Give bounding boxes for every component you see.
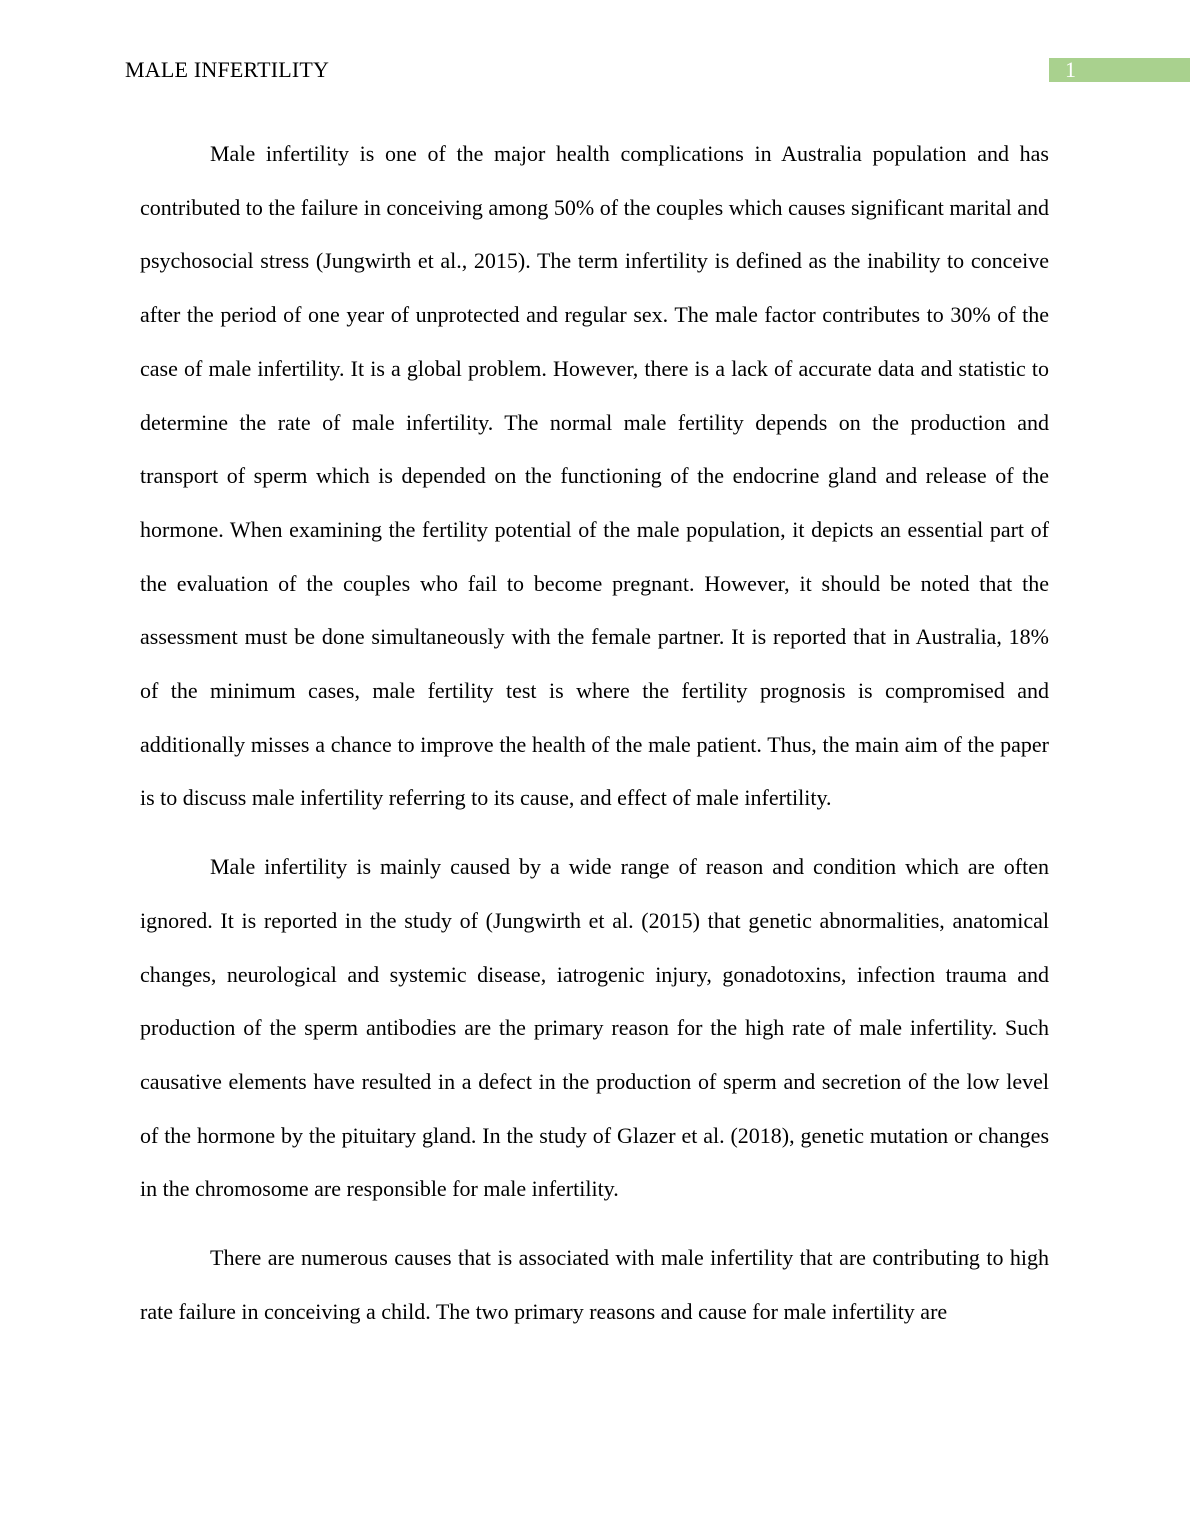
paragraph-primary-reasons: There are numerous causes that is associated with male infertility that are contributing to high rate failure in conceiving a child. The two primary reasons and cause for male infertility are (140, 1245, 1049, 1324)
running-head: MALE INFERTILITY (125, 57, 330, 82)
paragraph-causes: Male infertility is mainly caused by a wide range of reason and condition which are often ignored. It is reported in the study of (Jungwirth et al. (2015) that genetic abnormalities, anatomical changes, neurological and systemic disease, iatrogenic injury, gonadotoxins, infection trauma and production of the sperm antibodies are the primary reason for the high rate of male infertility. Such causative elements have resulted in a defect in the production of sperm and secretion of the low level of the hormone by the pituitary gland. In the study of Glazer et al. (2018), genetic mutation or changes in the chromosome are responsible for male infertility. (140, 854, 1049, 1202)
page-number: 1 (1065, 57, 1076, 82)
document-body (140, 127, 1049, 1338)
paragraph-introduction: Male infertility is one of the major health complications in Australia population and has contributed to the failure in conceiving among 50% of the couples which causes significant marital and psychosocial stress (Jungwirth et al., 2015). The term infertility is defined as the inability to conceive after the period of one year of unprotected and regular sex. The male factor contributes to 30% of the case of male infertility. It is a global problem. However, there is a lack of accurate data and statistic to determine the rate of male infertility. The normal male fertility depends on the production and transport of sperm which is depended on the functioning of the endocrine gland and release of the hormone. When examining the fertility potential of the male population, it depicts an essential part of the evaluation of the couples who fail to become pregnant. However, it should be noted that the assessment must be done simultaneously with the female partner. It is reported that in Australia, 18% of the minimum cases, male fertility test is where the fertility prognosis is compromised and additionally misses a chance to improve the health of the male patient. Thus, the main aim of the paper is to discuss male infertility referring to its cause, and effect of male infertility. (140, 141, 1049, 811)
page-number-bar (1049, 58, 1190, 82)
